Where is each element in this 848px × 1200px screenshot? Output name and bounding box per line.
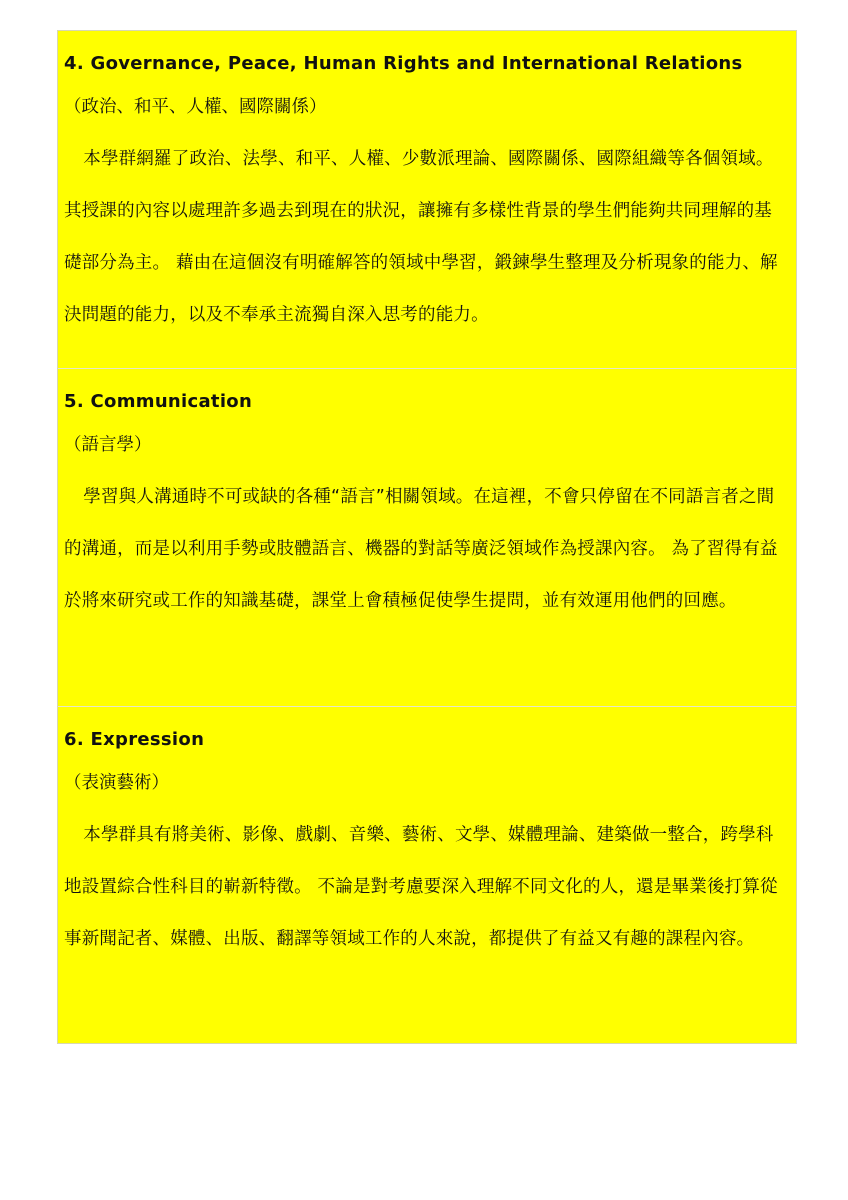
section-expression (58, 707, 796, 1043)
section-governance (58, 31, 796, 369)
section-subtitle: （語言學） (64, 435, 152, 455)
section-body: 學習與人溝通時不可或缺的各種“語言”相關領域。在這裡，不會只停留在不同語言者之間的溝通，而是以利用手勢或肢體語言、機器的對話等廣泛領域作為授課內容。 為了習得有益於將來研究或工作的知識基礎，課堂上會積極促使學生提問，並有效運用他們的回應。 (64, 487, 778, 611)
section-title: 6. Expression (64, 729, 205, 750)
section-title: 5. Communication (64, 391, 253, 412)
section-body: 本學群網羅了政治、法學、和平、人權、少數派理論、國際關係、國際組織等各個領域。其授課的內容以處理許多過去到現在的狀況，讓擁有多樣性背景的學生們能夠共同理解的基礎部分為主。 藉由在這個沒有明確解答的領域中學習，鍛鍊學生整理及分析現象的能力、解決問題的能力，以及不奉承主流獨自深入思考的能力。 (64, 149, 778, 325)
section-subtitle: （政治、和平、人權、國際關係） (64, 97, 327, 117)
section-body: 本學群具有將美術、影像、戲劇、音樂、藝術、文學、媒體理論、建築做一整合，跨學科地設置綜合性科目的嶄新特徵。 不論是對考慮要深入理解不同文化的人，還是畢業後打算從事新聞記者、媒體、出版、翻譯等領域工作的人來說，都提供了有益又有趣的課程內容。 (64, 825, 778, 949)
section-title: 4. Governance, Peace, Human Rights and International Relations (64, 53, 743, 74)
section-subtitle: （表演藝術） (64, 773, 169, 793)
section-communication (58, 369, 796, 707)
document-table (57, 30, 797, 1044)
